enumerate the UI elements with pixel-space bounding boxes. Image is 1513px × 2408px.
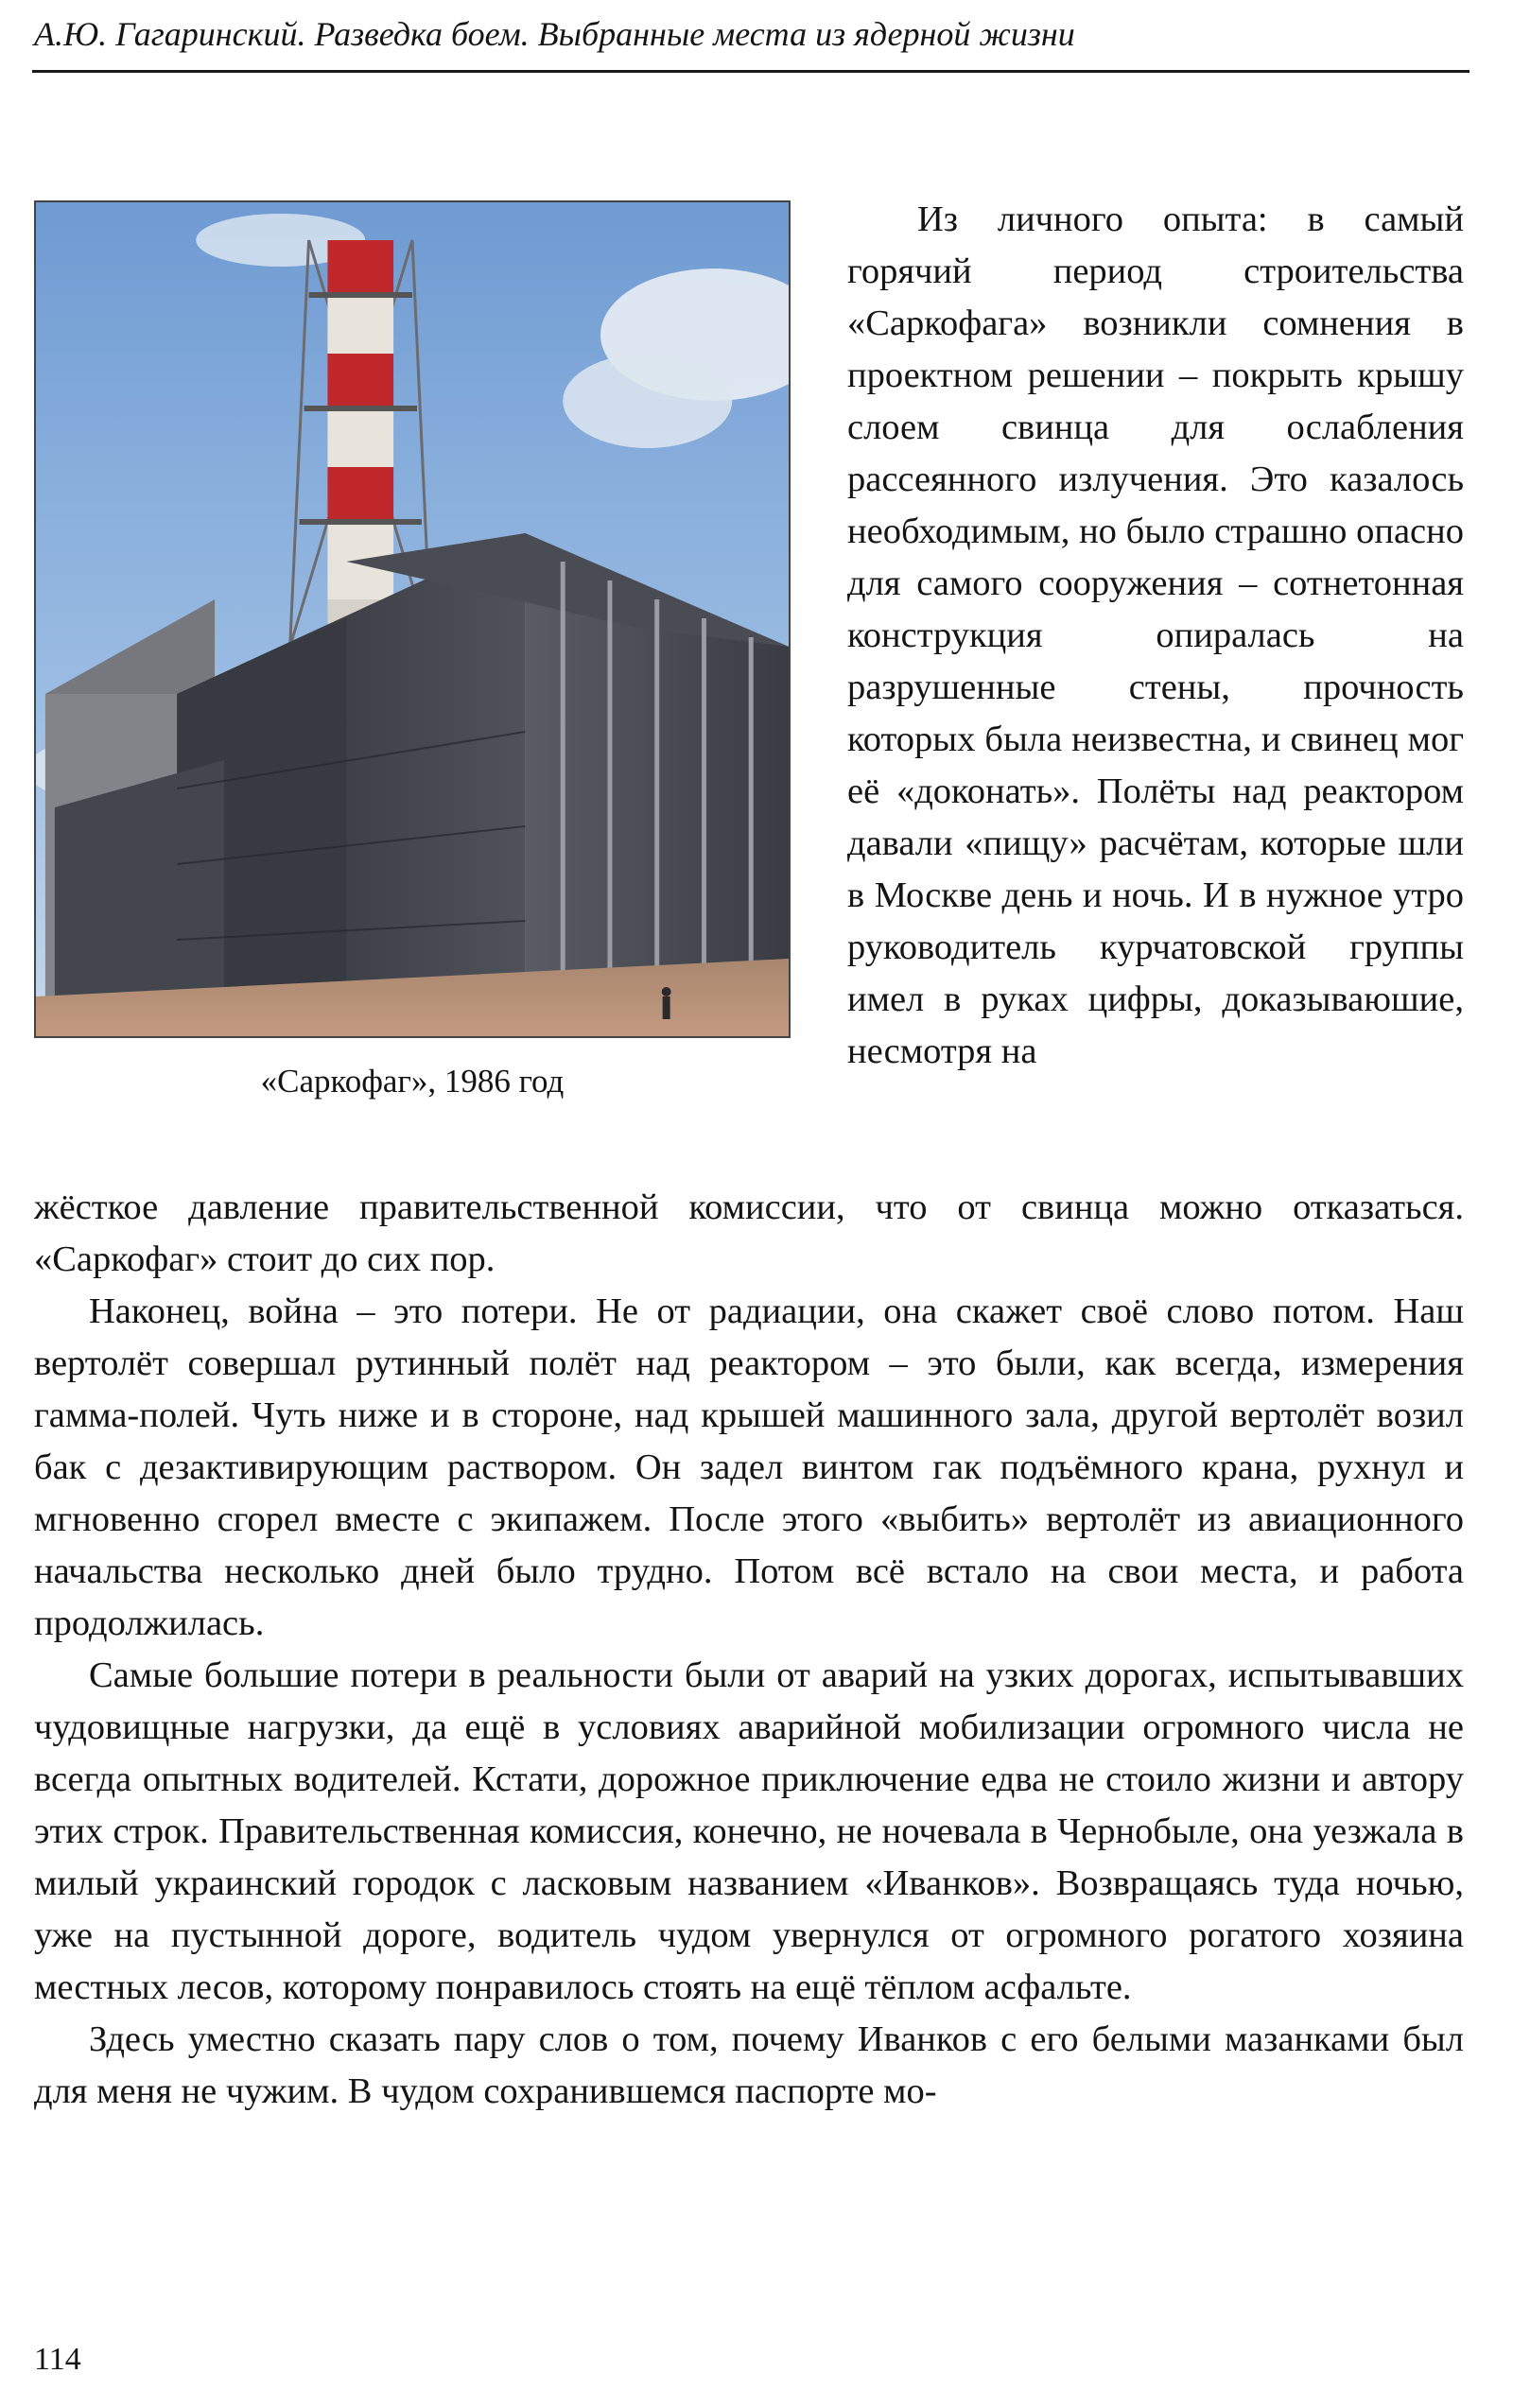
page-number: 114 (34, 2342, 81, 2377)
float-paragraph: Из личного опыта: в самый горячий период строительства «Саркофага» возникли сомнения в проектном решении – покрыть крышу слоем свинца для ослабления рассеянного излучения. Это казалось необходимым, но было страшно опасно для самого сооружения – сотнетонная конструкция опиралась на разрушенные стены, прочность которых была неизвестна, и свинец мог её «доконать». Полёты над реактором давали «пищу» расчётам, которые шли в Москве день и ночь. И в нужное утро руководитель курчатовской группы имел в руках цифры, доказываюшие, несмотря на (847, 199, 1464, 1071)
paragraph: Наконец, война – это потери. Не от радиации, она скажет своё слово потом. Наш вертолёт совершал рутинный полёт над реактором – это были, как всегда, измерения гамма-полей. Чуть ниже и в стороне, над крышей машинного зала, другой вертолёт возил бак с дезактивирующим раствором. Он задел винтом гак подъёмного крана, рухнул и мгновенно сгорел вместе с экипажем. После этого «выбить» вертолёт из авиационного начальства несколько дней было трудно. Потом всё встало на свои места, и работа продолжилась. (34, 1291, 1464, 1643)
paragraph-continuation: жёсткое давление правительственной комиссии, что от свинца можно отказаться. «Саркофаг» стоит до сих пор. (34, 1187, 1464, 1279)
figure (34, 200, 791, 1102)
paragraph: Самые большие потери в реальности были от аварий на узких дорогах, испытывавших чудовищные нагрузки, да ещё в условиях аварийной мобилизации огромного числа не всегда опытных водителей. Кстати, дорожное приключение едва не стоило жизни и автору этих строк. Правительственная комиссия, конечно, не ночевала в Чернобыле, она уезжала в милый украинский городок с ласковым названием «Иванков». Возвращаясь туда ночью, уже на пустынной дороге, водитель чудом увернулся от огромного рогатого хозяина местных лесов, которому понравилось стоять на ещё тёплом асфальте. (34, 1655, 1464, 2007)
running-head: А.Ю. Гагаринский. Разведка боем. Выбранные места из ядерной жизни (34, 15, 1075, 53)
body-text (34, 1182, 1464, 2118)
figure-caption: «Саркофаг», 1986 год (260, 1063, 565, 1100)
sarcophagus-photo (34, 200, 791, 1038)
header-rule (32, 70, 1470, 73)
paragraph: Здесь уместно сказать пару слов о том, почему Иванков с его белыми мазанками был для меня не чужим. В чудом сохранившемся паспорте мо- (34, 2019, 1464, 2111)
